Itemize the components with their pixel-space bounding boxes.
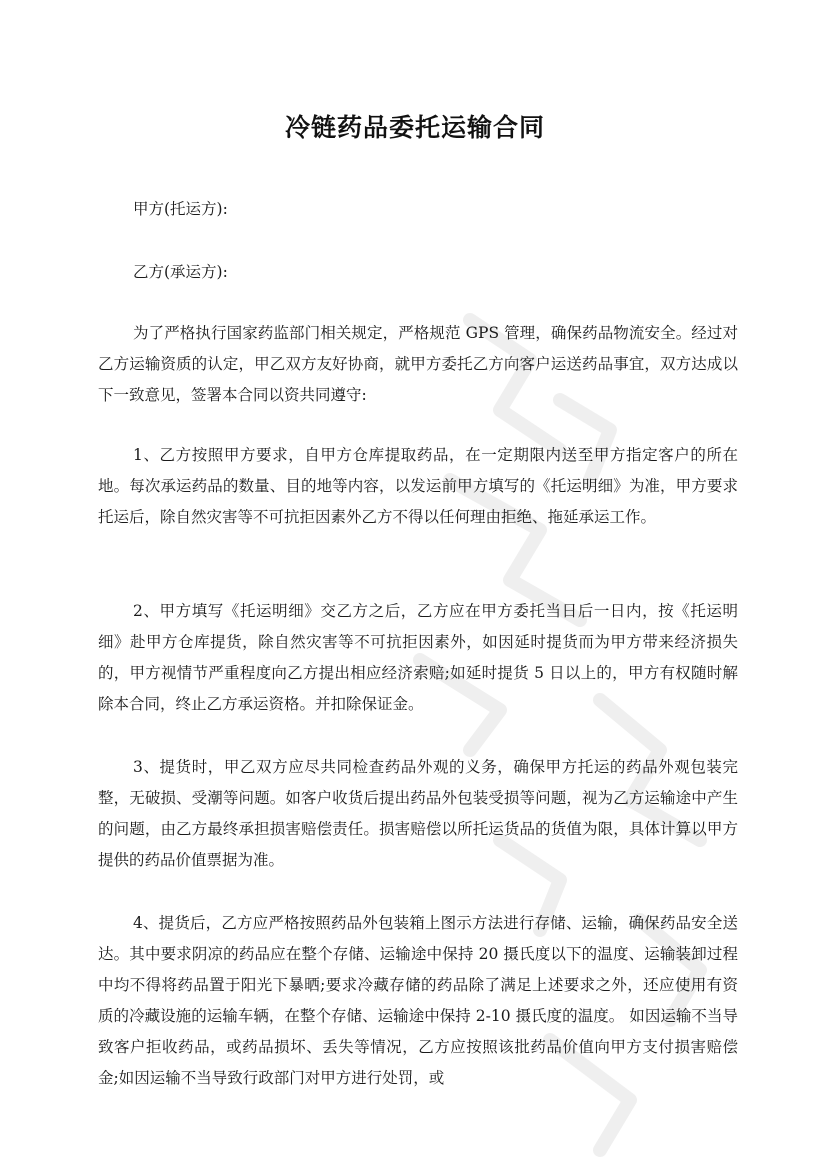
clause-4-paragraph: 4、提货后，乙方应严格按照药品外包装箱上图示方法进行存储、运输，确保药品安全送达。其中要求阴凉的药品应在整个存储、运输途中保持 20 摄氏度以下的温度、运输装卸过程中均不得将药品置于阳光下暴晒;要求冷藏存储的药品除了满足上述要求之外，还应使用有资质的冷藏设施的运输车辆，在整个存储、运输途中保持 2-10 摄氏度的温度。 如因运输不当导致客户拒收药品，或药品损坏、丢失等情况，乙方应按照该批药品价值向甲方支付损害赔偿金;如因运输不当导致行政部门对甲方进行处罚，或 bbox=[98, 914, 738, 1087]
clause-3-paragraph: 3、提货时，甲乙双方应尽共同检查药品外观的义务，确保甲方托运的药品外观包装完整，无破损、受潮等问题。如客户收货后提出药品外包装受损等问题，视为乙方运输途中产生的问题，由乙方最终承担损害赔偿责任。损害赔偿以所托运货品的货值为限，具体计算以甲方提供的药品价值票据为准。 bbox=[98, 758, 738, 869]
party-a-label: 甲方(托运方): bbox=[133, 200, 228, 218]
clause-2-paragraph: 2、甲方填写《托运明细》交乙方之后，乙方应在甲方委托当日后一日内，按《托运明细》赴甲方仓库提货，除自然灾害等不可抗拒因素外，如因延时提货而为甲方带来经济损失的，甲方视情节严重程度向乙方提出相应经济索赔;如延时提货 5 日以上的，甲方有权随时解除本合同，终止乙方承运资格。并扣除保证金。 bbox=[98, 602, 738, 713]
party-b-label: 乙方(承运方): bbox=[133, 263, 228, 281]
clause-1-paragraph: 1、乙方按照甲方要求，自甲方仓库提取药品，在一定期限内送至甲方指定客户的所在地。每次承运药品的数量、目的地等内容，以发运前甲方填写的《托运明细》为准，甲方要求托运后，除自然灾害等不可抗拒因素外乙方不得以任何理由拒绝、拖延承运工作。 bbox=[98, 446, 738, 526]
intro-paragraph: 为了严格执行国家药监部门相关规定，严格规范 GPS 管理，确保药品物流安全。经过对乙方运输资质的认定，甲乙双方友好协商，就甲方委托乙方向客户运送药品事宜，双方达成以下一致意见，签署本合同以资共同遵守: bbox=[98, 324, 738, 404]
page-title: 冷链药品委托运输合同 bbox=[284, 113, 545, 142]
